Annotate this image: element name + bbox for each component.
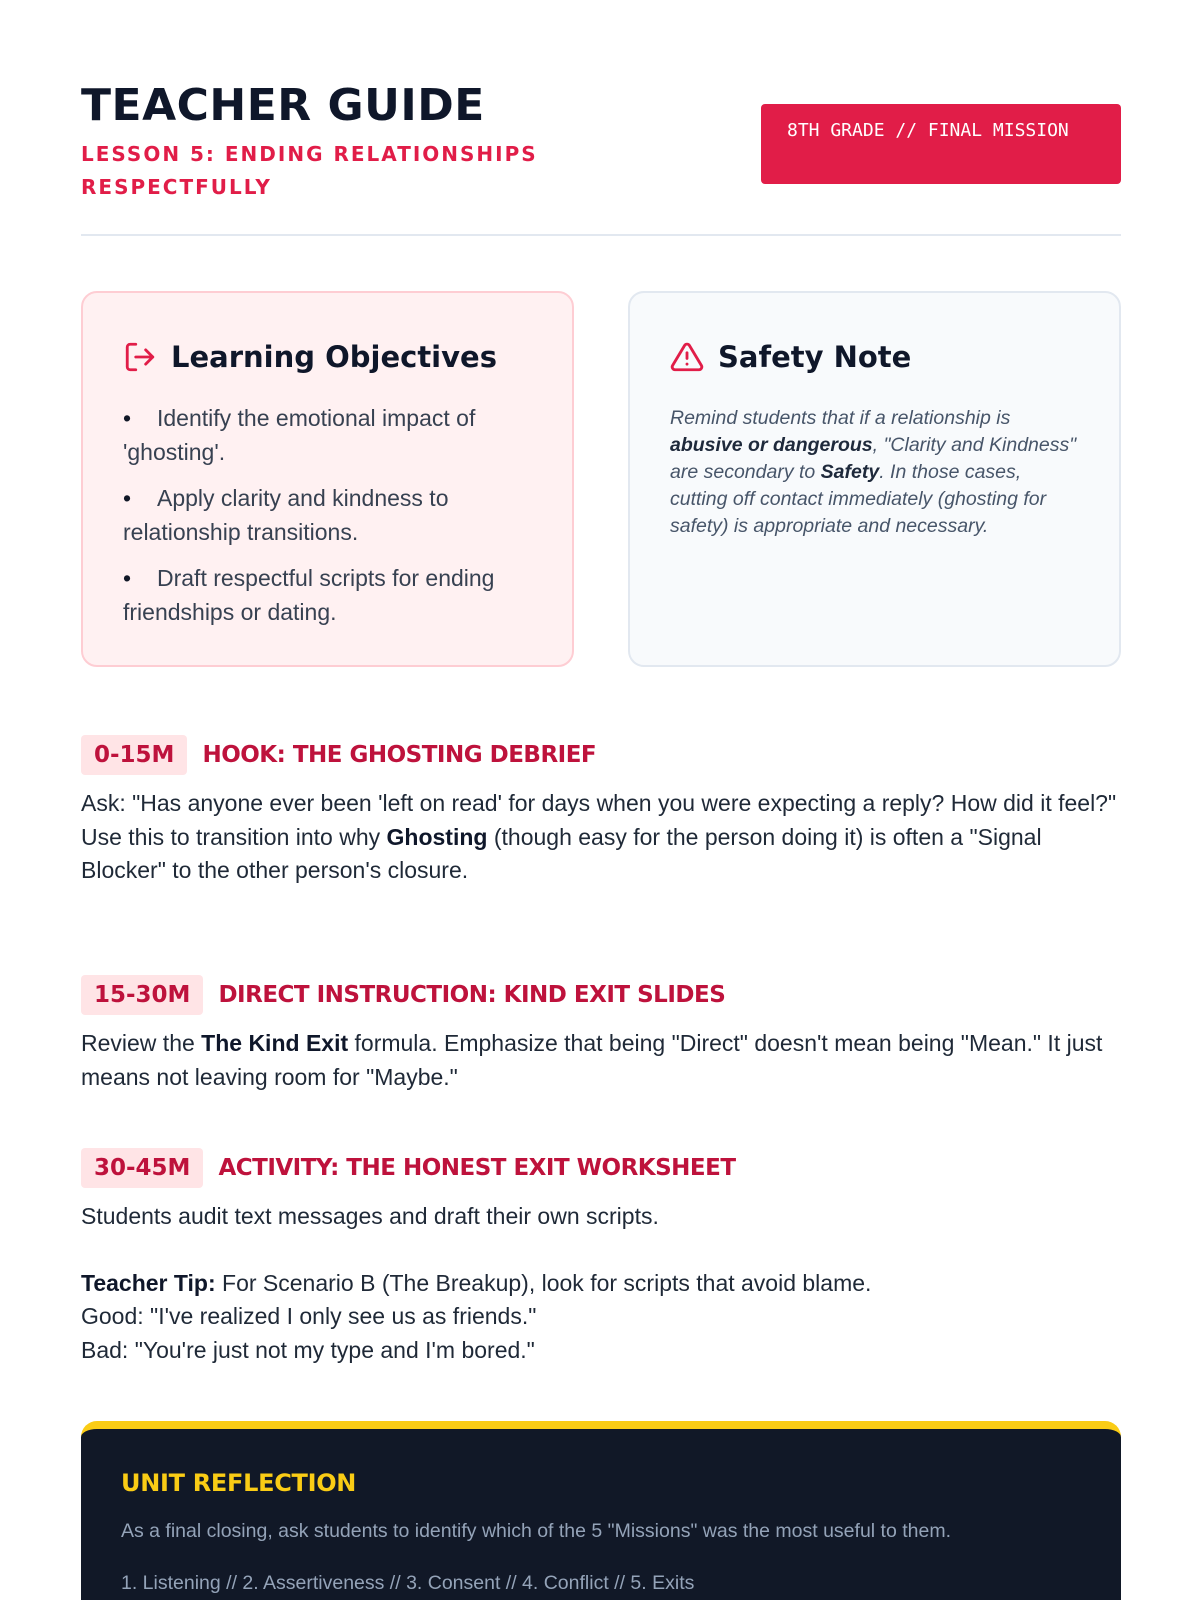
section-header	[81, 735, 1126, 775]
section-activity	[81, 1148, 1126, 1367]
teacher-tip	[81, 1267, 1126, 1301]
safety-note-text	[670, 405, 1079, 540]
section-text	[81, 1027, 1126, 1094]
time-badge: 30-45M	[81, 1148, 203, 1188]
safety-text-part: . In those cases, cutting off contact immediately (ghosting for safety) is appropriate and necessary.	[670, 461, 1047, 537]
text-part: Review the	[81, 1030, 202, 1056]
safety-emphasis: Safety	[820, 461, 880, 483]
section-direct-instruction	[81, 975, 1126, 1094]
grade-badge: 8TH GRADE // FINAL MISSION	[761, 104, 1121, 184]
objective-item: • Apply clarity and kindness to relationship transitions.	[123, 481, 532, 549]
unit-reflection-panel	[81, 1421, 1121, 1600]
section-body	[81, 1027, 1126, 1094]
learning-objectives-card	[81, 291, 574, 667]
learning-objectives-header	[123, 337, 532, 377]
section-text: Students audit text messages and draft their own scripts.	[81, 1203, 659, 1229]
unit-reflection-title: UNIT REFLECTION	[121, 1469, 357, 1497]
missions-list: 1. Listening // 2. Assertiveness // 3. Consent // 4. Conflict // 5. Exits	[121, 1572, 695, 1594]
section-hook	[81, 735, 1126, 888]
spacer	[81, 1234, 1126, 1267]
safety-note-title: Safety Note	[718, 340, 912, 374]
time-badge: 0-15M	[81, 735, 187, 775]
warning-triangle-icon	[670, 340, 704, 374]
objective-item: • Identify the emotional impact of 'ghosting'.	[123, 401, 532, 469]
learning-objectives-title: Learning Objectives	[171, 340, 497, 374]
good-example: Good: "I've realized I only see us as friends."	[81, 1303, 537, 1329]
text-part: (though easy for the person doing it) is often a "Signal Blocker" to the other person's closure.	[81, 823, 1042, 883]
section-header	[81, 975, 1126, 1015]
section-body	[81, 787, 1126, 888]
section-header	[81, 1148, 1126, 1188]
bad-example: Bad: "You're just not my type and I'm bored."	[81, 1336, 535, 1363]
safety-note-header	[670, 337, 1079, 377]
emphasis-text: The Kind Exit	[201, 1030, 349, 1056]
header	[81, 80, 1121, 236]
text-part: formula. Emphasize that being "Direct" doesn't mean being "Mean." It just means not leaving room for "Maybe."	[81, 1030, 1103, 1090]
teacher-tip-label: Teacher Tip:	[81, 1269, 216, 1296]
exit-icon	[123, 340, 157, 374]
section-title: ACTIVITY: THE HONEST EXIT WORKSHEET	[218, 1155, 736, 1181]
objective-item: • Draft respectful scripts for ending friendships or dating.	[123, 561, 532, 629]
unit-reflection-text: As a final closing, ask students to identify which of the 5 "Missions" was the most useful to them.	[121, 1520, 951, 1542]
section-title: HOOK: THE GHOSTING DEBRIEF	[202, 742, 597, 768]
section-text	[81, 821, 1126, 888]
safety-text-part: Remind students that if a relationship is	[670, 407, 1011, 429]
section-text: Ask: "Has anyone ever been 'left on read' for days when you were expecting a reply? How did it feel?"	[81, 790, 1117, 816]
section-body	[81, 1200, 1126, 1367]
safety-emphasis: abusive or dangerous	[670, 434, 873, 456]
time-badge: 15-30M	[81, 975, 203, 1015]
lesson-subtitle: LESSON 5: ENDING RELATIONSHIPS RESPECTFULLY	[81, 142, 538, 199]
page-title: TEACHER GUIDE	[81, 80, 485, 131]
objectives-list	[123, 401, 532, 629]
emphasis-text: Ghosting	[386, 823, 488, 850]
text-part: Use this to transition into why	[81, 823, 387, 850]
teacher-tip-text: For Scenario B (The Breakup), look for scripts that avoid blame.	[215, 1269, 872, 1296]
safety-note-card	[628, 291, 1121, 667]
safety-text-part: , "Clarity and Kindness" are secondary to	[670, 434, 1077, 483]
section-title: DIRECT INSTRUCTION: KIND EXIT SLIDES	[218, 982, 726, 1008]
